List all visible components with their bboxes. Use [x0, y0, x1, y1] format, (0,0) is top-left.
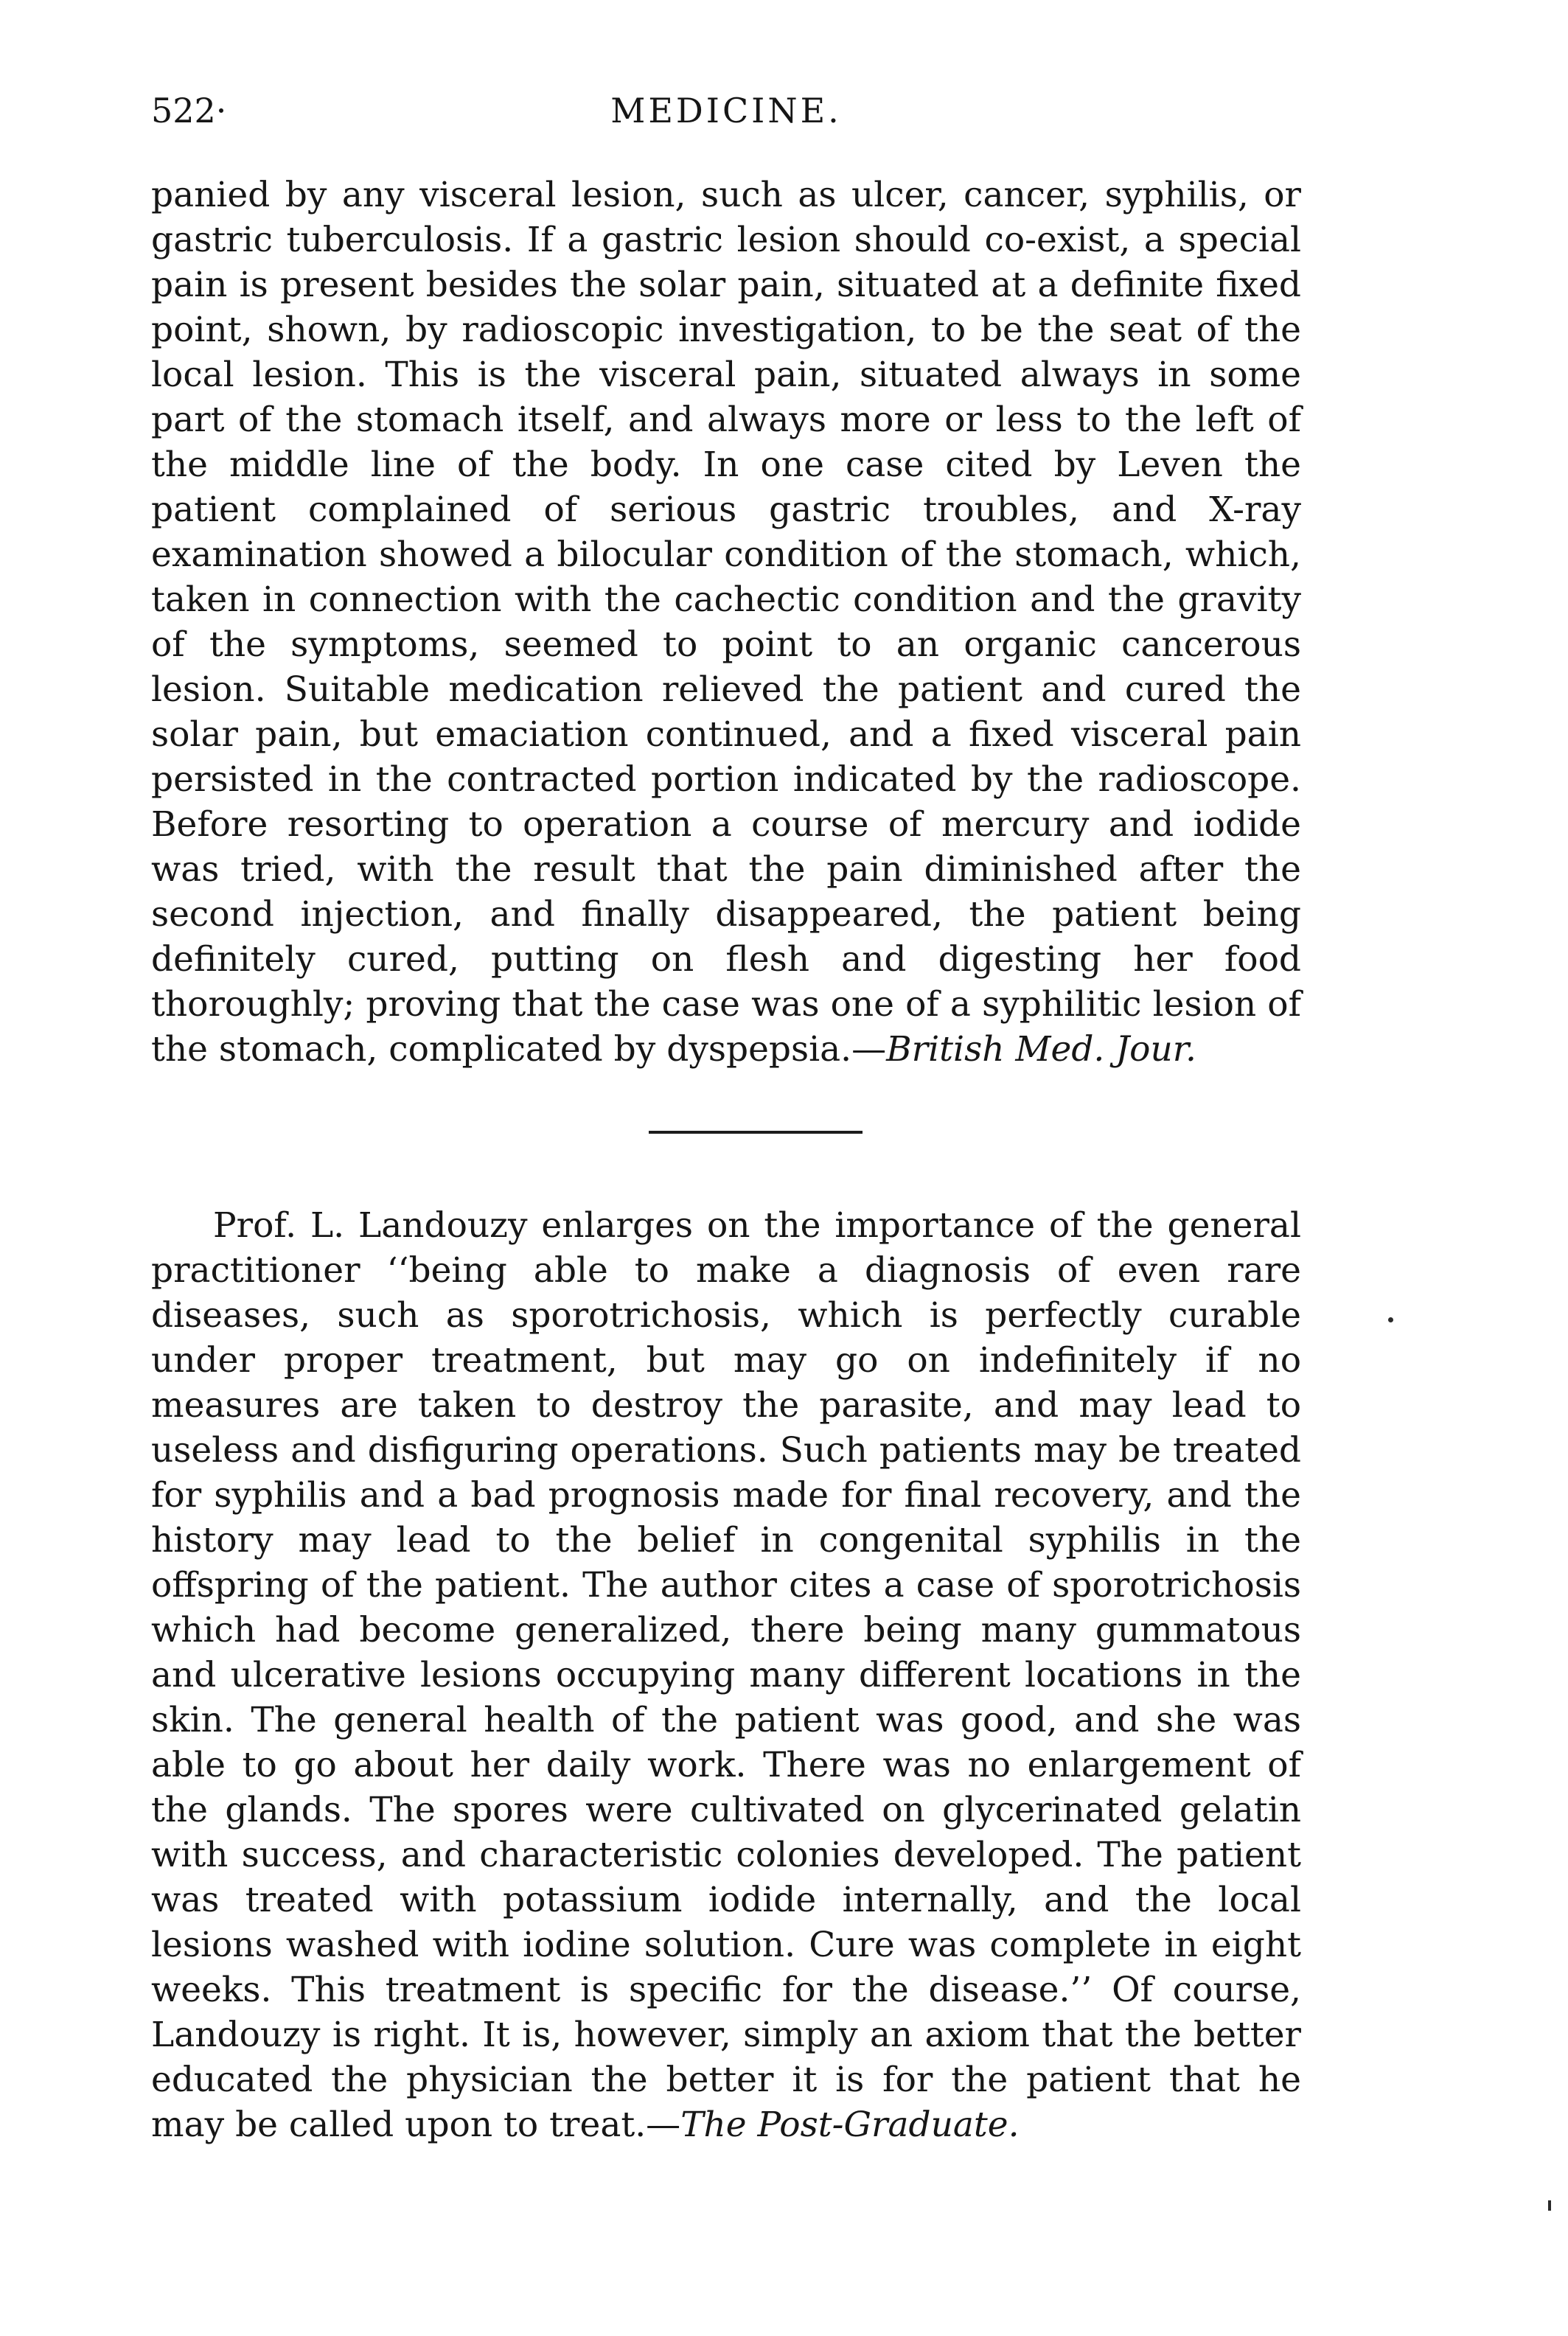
article-2-paragraph: [151, 1203, 1301, 2147]
article-1-body: panied by any visceral lesion, such as ulcer, cancer, syphilis, or gastric tuberculosis. If a gastric lesion should co-exist, a special pain is present besides the solar pain, situated at a definite fixed point, shown, by radioscopic investigation, to be the seat of the local lesion. This is the visceral pain, situated always in some part of the stomach itself, and always more or less to the left of the middle line of the body. In one case cited by Leven the patient complained of serious gastric troubles, and X-ray examination showed a bilocular condition of the stomach, which, taken in connection with the cachectic condition and the gravity of the symptoms, seemed to point to an organic cancerous lesion. Suitable medication relieved the patient and cured the solar pain, but emaciation continued, and a fixed visceral pain persisted in the contracted portion indicated by the radioscope. Before resorting to operation a course of mercury and iodide was tried, with the result that the pain diminished after the second injection, and finally disappeared, the patient being definitely cured, putting on flesh and digesting her food thoroughly; proving that the case was one of a syphilitic lesion of the stomach, complicated by dyspepsia.—: [151, 175, 1301, 1070]
running-head: MEDICINE.: [610, 91, 842, 130]
article-2: [151, 1203, 1301, 2147]
article-1-paragraph: [151, 172, 1301, 1072]
print-speck: [1388, 1317, 1393, 1322]
article-2-body: Prof. L. Landouzy enlarges on the importance of the general practitioner ‘‘being able to make a diagnosis of even rare diseases, such as sporotrichosis, which is perfectly curable under proper treatment, but may go on indefinitely if no measures are taken to destroy the parasite, and may lead to useless and disfiguring operations. Such patients may be treated for syphilis and a bad prognosis made for final recovery, and the history may lead to the belief in congenital syphilis in the offspring of the patient. The author cites a case of sporotrichosis which had become generalized, there being many gummatous and ulcerative lesions occupying many different locations in the skin. The general health of the patient was good, and she was able to go about her daily work. There was no enlargement of the glands. The spores were cultivated on glycerinated gelatin with success, and characteristic colonies developed. The patient was treated with potassium iodide internally, and the local lesions washed with iodine solution. Cure was complete in eight weeks. This treatment is specific for the disease.’’ Of course, Landouzy is right. It is, however, simply an axiom that the better educated the physician the better it is for the patient that he may be called upon to treat.—: [151, 1205, 1301, 2145]
article-1-source: British Med. Jour.: [886, 1029, 1196, 1070]
print-speck: [1548, 2200, 1551, 2211]
article-2-source: The Post-Graduate.: [680, 2105, 1020, 2145]
page-number: 522·: [151, 91, 227, 130]
section-separator-rule: [649, 1131, 863, 1134]
article-1: [151, 172, 1301, 1072]
page-header: [151, 88, 1301, 147]
